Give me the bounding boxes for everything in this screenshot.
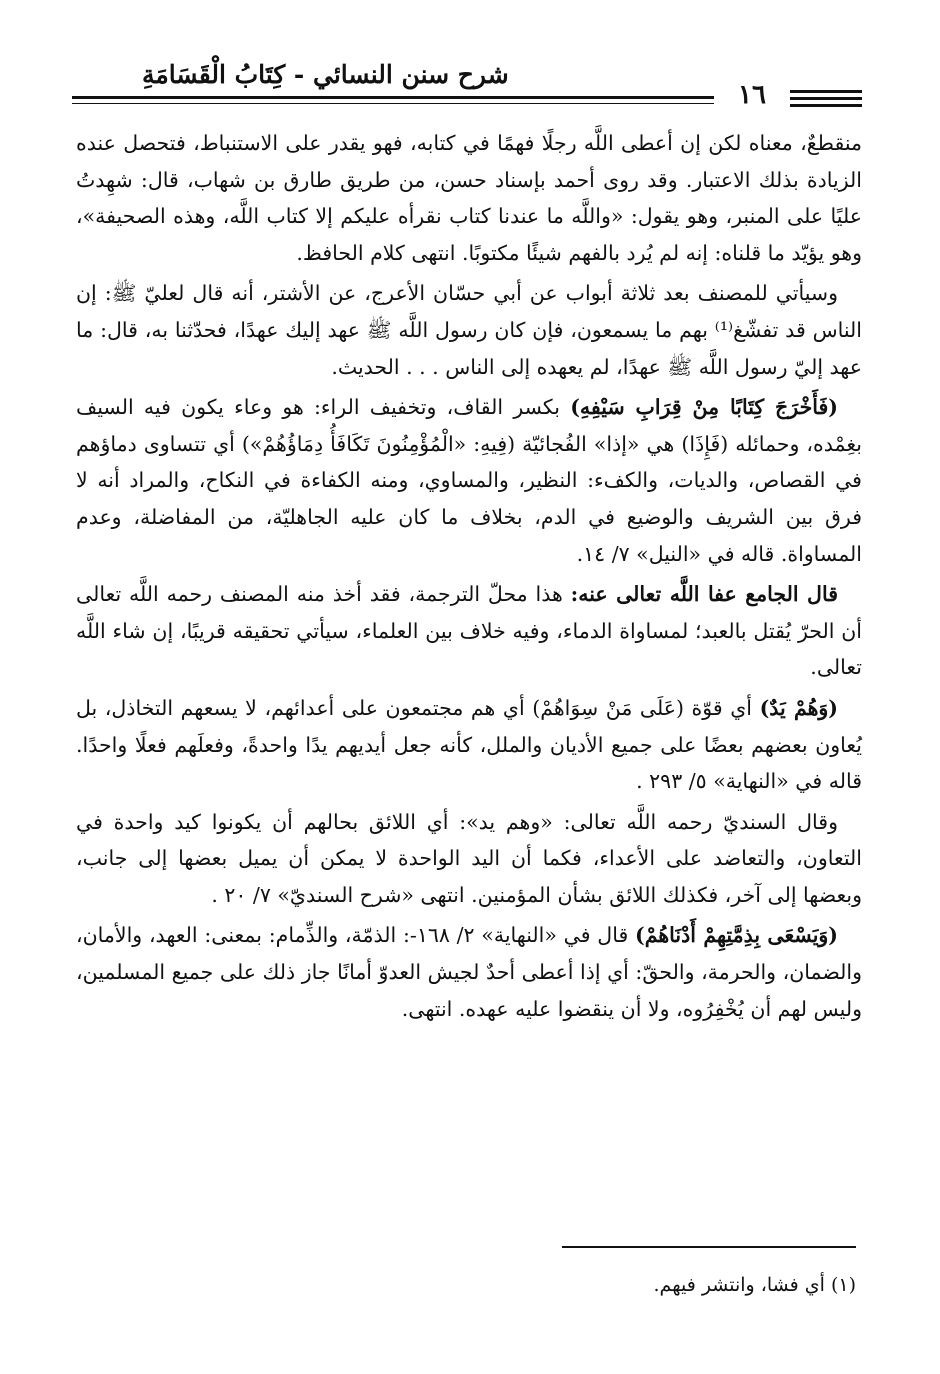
paragraph-lead: (فَأَخْرَجَ كِتَابًا مِنْ قِرَابِ سَيْفِهِ) — [570, 395, 838, 420]
paragraph-lead: قال الجامع عفا اللَّه تعالى عنه: — [570, 582, 838, 607]
paragraph-text: منقطعٌ، معناه لكن إن أعطى اللَّه رجلًا فهمًا في كتابه، فهو يقدر على الاستنباط، فتحصل عنده الزيادة بذلك الاعتبار. وقد روى أحمد بإسناد حسن، من طريق طارق بن شهاب، قال: شهِدتُ عليًا على المنبر، وهو يقول: «واللَّه ما عندنا كتاب نقرأه عليكم إلا كتاب اللَّه، وهذه الصحيفة»، وهو يؤيّد ما قلناه: إنه لم يُرد بالفهم شيئًا مكتوبًا. انتهى كلام الحافظ. — [76, 131, 862, 265]
paragraph — [76, 917, 862, 1027]
paragraph — [76, 576, 862, 686]
paragraph — [76, 389, 862, 572]
paragraph-text: بكسر القاف، وتخفيف الراء: هو وعاء يكون فيه السيف بغِمْده، وحمائله (فَإِذَا) هي «إذا» الفُجائيّة (فِيهِ: «الْمُؤْمِنُونَ تَكَافَأُ دِمَاؤُهُمْ») أي تتساوى دماؤهم في القصاص، والديات، والكفء: النظير، والمساوي، ومنه الكفاءة في النكاح، والمراد أنه لا فرق بين الشريف والوضيع في الدم، بخلاف ما كان عليه الجاهليّة، من المفاضلة، وعدم المساواة. قاله في «النيل» ٧/ ١٤. — [76, 395, 862, 566]
paragraph-text: وقال السنديّ رحمه اللَّه تعالى: «وهم يد»: أي اللائق بحالهم أن يكونوا كيد واحدة في التعاون، والتعاضد على الأعداء، فكما أن اليد الواحدة لا يمكن أن يميل بعضها إلى جانب، وبعضها إلى آخر، فكذلك اللائق بشأن المؤمنين. انتهى «شرح السنديّ» ٧/ ٢٠ . — [76, 809, 862, 907]
paragraph — [76, 125, 862, 271]
paragraph — [76, 804, 862, 914]
paragraph-lead: (وَيَسْعَى بِذِمَّتِهِمْ أَدْنَاهُمْ) — [635, 923, 838, 948]
page-number: ١٦ — [738, 80, 766, 110]
paragraph-text: وسيأتي للمصنف بعد ثلاثة أبواب عن أبي حسّان الأعرج، عن الأشتر، أنه قال لعليّ ﷺ: إن الناس قد تفشّغ⁽¹⁾ بهم ما يسمعون، فإن كان رسول اللَّه ﷺ عهد إليك عهدًا، فحدّثنا به، قال: ما عهد إليّ رسول اللَّه ﷺ عهدًا، لم يعهده إلى الناس . . . الحديث. — [76, 281, 862, 379]
paragraph — [76, 690, 862, 800]
paragraph-text: قال في «النهاية» ٢/ ١٦٨-: الذمّة، والذِّمام: بمعنى: العهد، والأمان، والضمان، والحرمة، والحقّ: أي إذا أعطى أحدٌ لجيش العدوّ أمانًا جاز ذلك على جميع المسلمين، وليس لهم أن يُخْفِرُوه، ولا أن ينقضوا عليه عهده. انتهى. — [76, 923, 862, 1021]
header-ornament-bars — [790, 90, 862, 111]
paragraph-text: أي قوّة (عَلَى مَنْ سِوَاهُمْ) أي هم مجتمعون على أعدائهم، لا يسعهم التخاذل، بل يُعاون بعضهم بعضًا على جميع الأديان والملل، كأنه جعل أيديهم يدًا واحدةً، وفعلَهم فعلًا واحدًا. قاله في «النهاية» ٥/ ٢٩٣ . — [76, 695, 862, 794]
main-text — [76, 125, 862, 1031]
header-rule-thin — [72, 103, 714, 104]
paragraph — [76, 275, 862, 385]
paragraph-text: هذا محلّ الترجمة، فقد أخذ منه المصنف رحمه اللَّه تعالى أن الحرّ يُقتل بالعبد؛ لمساواة الدماء، وفيه خلاف بين العلماء، سيأتي تحقيقه قريبًا، إن شاء اللَّه تعالى. — [76, 582, 862, 680]
paragraph-lead: (وَهُمْ يَدٌ) — [759, 695, 839, 720]
running-title: شرح سنن النسائي - كِتَابُ الْقَسَامَةِ — [142, 60, 509, 89]
footnote-divider — [562, 1246, 856, 1248]
page-header — [72, 60, 862, 118]
footnote: (١) أي فشا، وانتشر فيهم. — [653, 1274, 856, 1296]
header-rule-thick — [72, 96, 714, 99]
